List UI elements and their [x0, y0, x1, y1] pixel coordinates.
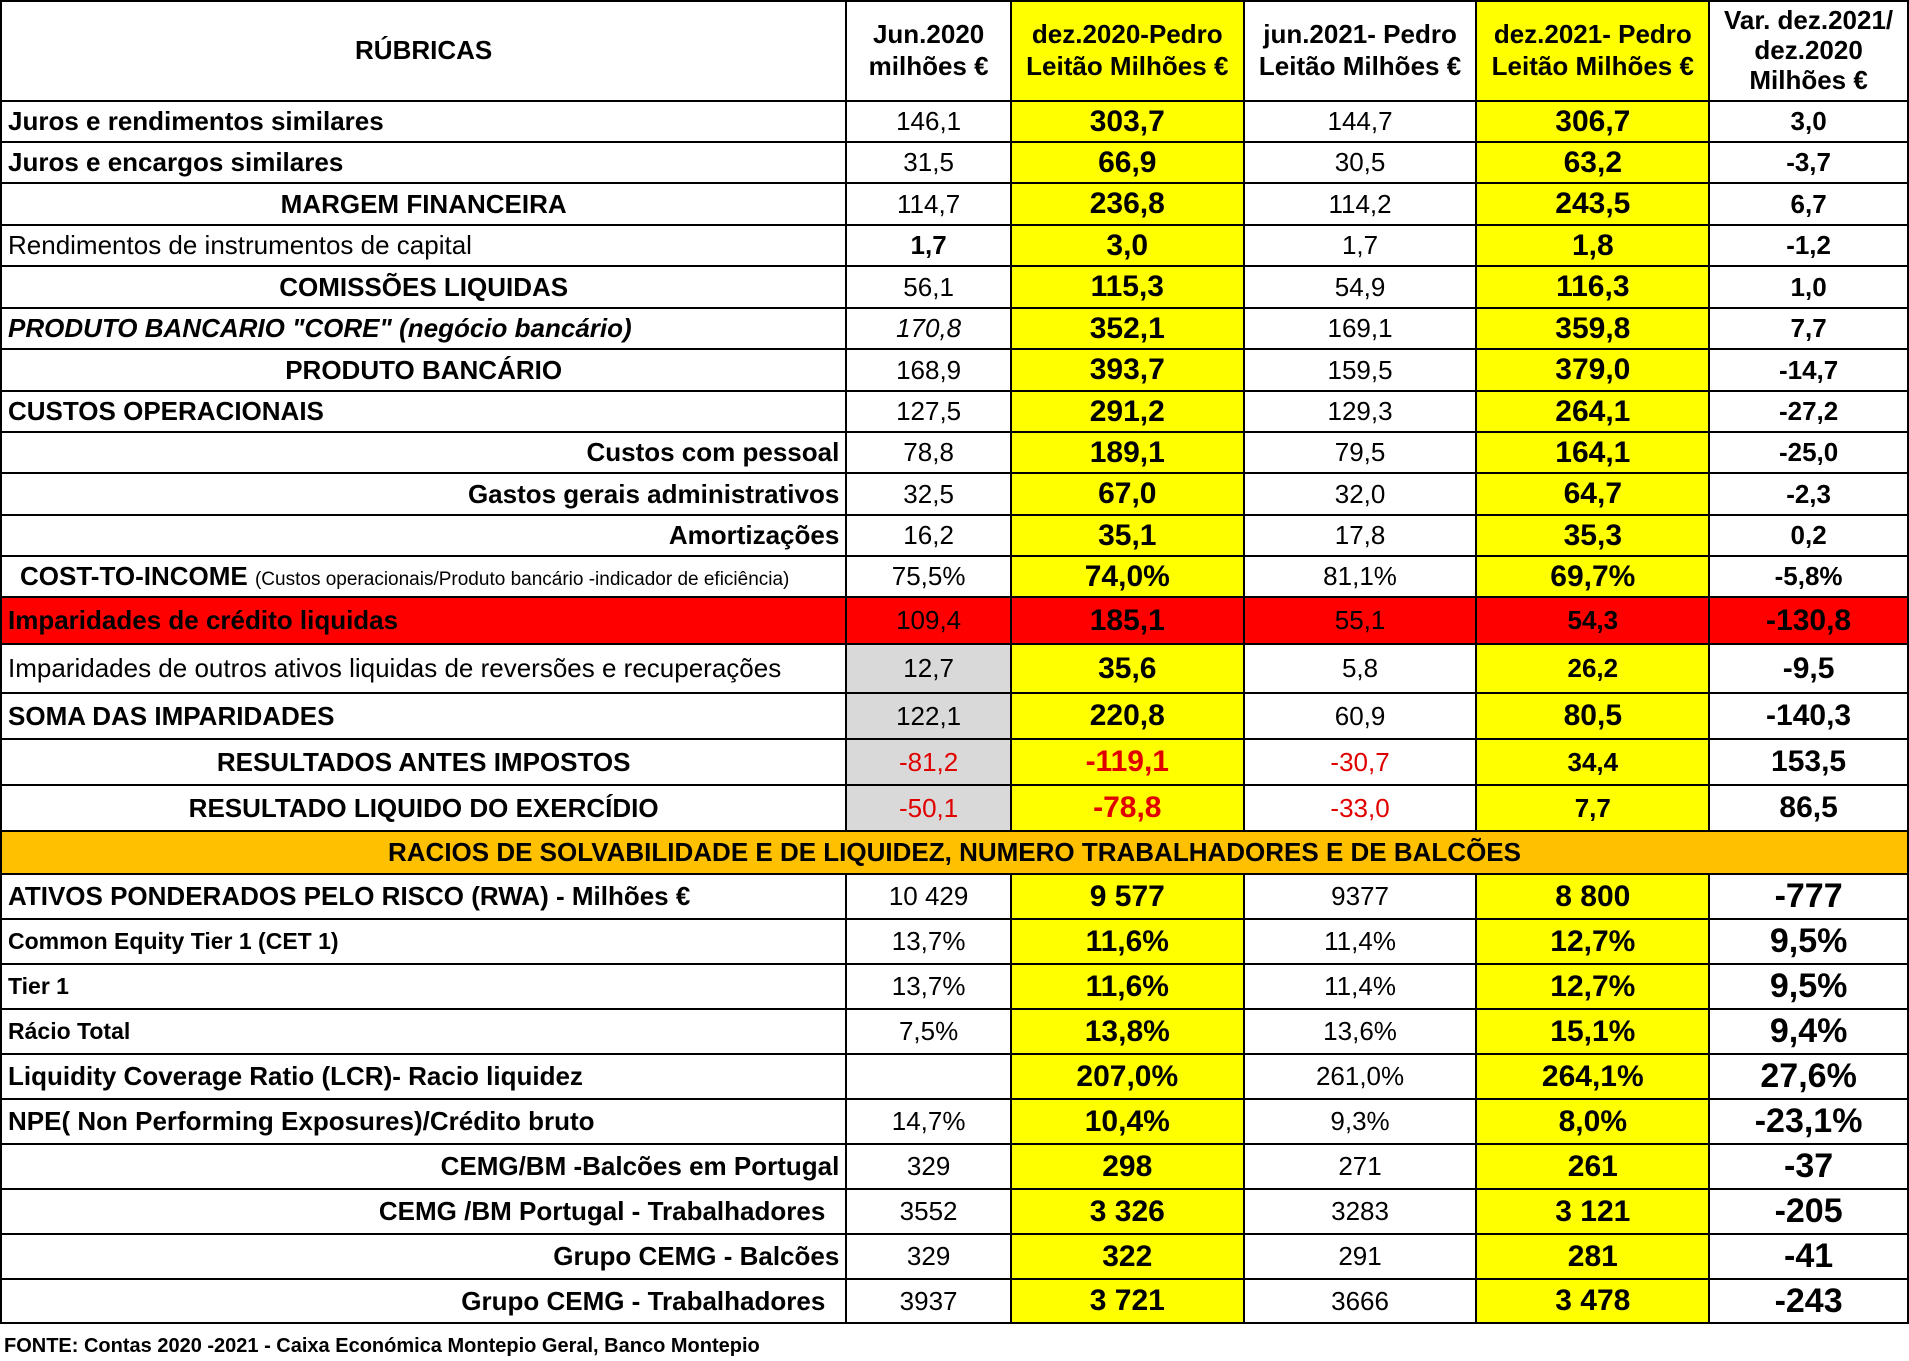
cell-jun2020: 14,7%: [846, 1099, 1011, 1144]
cell-dez2020: 9 577: [1011, 874, 1244, 919]
cell-dez2020: 3 721: [1011, 1279, 1244, 1323]
row-label: CEMG /BM Portugal - Trabalhadores: [1, 1189, 846, 1234]
cell-dez2020: 13,8%: [1011, 1009, 1244, 1054]
col-header-var: Var. dez.2021/ dez.2020 Milhões €: [1709, 1, 1908, 101]
section-title: RACIOS DE SOLVABILIDADE E DE LIQUIDEZ, NUMERO TRABALHADORES E DE BALCÕES: [1, 831, 1908, 874]
cell-dez2021: 12,7%: [1476, 919, 1709, 964]
table-row: [1, 1189, 1908, 1234]
cell-var: -777: [1709, 874, 1908, 919]
cell-dez2021: 12,7%: [1476, 964, 1709, 1009]
cell-dez2021: 116,3: [1476, 266, 1709, 308]
row-label: Grupo CEMG - Balcões: [1, 1234, 846, 1279]
cell-jun2021: 11,4%: [1244, 964, 1477, 1009]
cell-dez2020: 10,4%: [1011, 1099, 1244, 1144]
cell-jun2020: 127,5: [846, 391, 1011, 432]
cell-jun2020: 7,5%: [846, 1009, 1011, 1054]
row-label: Amortizações: [1, 515, 846, 556]
cell-jun2020: 146,1: [846, 101, 1011, 142]
table-row-highlight: [1, 597, 1908, 644]
cell-var: 153,5: [1709, 739, 1908, 785]
cell-dez2020: -78,8: [1011, 785, 1244, 831]
cell-dez2020: 11,6%: [1011, 919, 1244, 964]
cell-var: 1,0: [1709, 266, 1908, 308]
cell-var: -3,7: [1709, 142, 1908, 183]
cell-dez2021: 306,7: [1476, 101, 1709, 142]
cell-jun2020: -81,2: [846, 739, 1011, 785]
row-label: Liquidity Coverage Ratio (LCR)- Racio liquidez: [1, 1054, 846, 1099]
cell-var: -14,7: [1709, 349, 1908, 391]
cell-jun2021: 30,5: [1244, 142, 1477, 183]
cell-jun2020: 122,1: [846, 693, 1011, 739]
cell-jun2021: 3666: [1244, 1279, 1477, 1323]
cell-dez2021: 54,3: [1476, 597, 1709, 644]
cell-dez2020: 393,7: [1011, 349, 1244, 391]
cell-jun2021: 261,0%: [1244, 1054, 1477, 1099]
cost-to-income-label: COST-TO-INCOME: [20, 561, 248, 591]
cell-jun2021: 169,1: [1244, 308, 1477, 349]
cell-dez2020: 185,1: [1011, 597, 1244, 644]
cell-dez2021: 261: [1476, 1144, 1709, 1189]
row-label: MARGEM FINANCEIRA: [1, 183, 846, 225]
cell-var: 7,7: [1709, 308, 1908, 349]
cell-var: 9,5%: [1709, 964, 1908, 1009]
cell-dez2020: 298: [1011, 1144, 1244, 1189]
cell-jun2021: 11,4%: [1244, 919, 1477, 964]
cell-jun2020: 168,9: [846, 349, 1011, 391]
cell-jun2020: 329: [846, 1234, 1011, 1279]
table-row: [1, 432, 1908, 473]
cell-dez2021: 164,1: [1476, 432, 1709, 473]
cell-dez2021: 264,1%: [1476, 1054, 1709, 1099]
cell-var: -23,1%: [1709, 1099, 1908, 1144]
cell-dez2020: 115,3: [1011, 266, 1244, 308]
cell-jun2020: 75,5%: [846, 556, 1011, 597]
cell-dez2021: 80,5: [1476, 693, 1709, 739]
cell-dez2020: 67,0: [1011, 473, 1244, 515]
cell-dez2020: 303,7: [1011, 101, 1244, 142]
row-label: ATIVOS PONDERADOS PELO RISCO (RWA) - Milhões €: [1, 874, 846, 919]
cell-var: -9,5: [1709, 644, 1908, 693]
row-label: Grupo CEMG - Trabalhadores: [1, 1279, 846, 1323]
cell-dez2020: 207,0%: [1011, 1054, 1244, 1099]
cell-jun2020: 78,8: [846, 432, 1011, 473]
row-label: Gastos gerais administrativos: [1, 473, 846, 515]
cell-dez2021: 3 478: [1476, 1279, 1709, 1323]
cell-jun2021: 5,8: [1244, 644, 1477, 693]
cell-dez2021: 8 800: [1476, 874, 1709, 919]
cell-var: -1,2: [1709, 225, 1908, 266]
cell-dez2021: 379,0: [1476, 349, 1709, 391]
cell-var: -41: [1709, 1234, 1908, 1279]
cell-dez2021: 15,1%: [1476, 1009, 1709, 1054]
cell-dez2021: 243,5: [1476, 183, 1709, 225]
table-row: [1, 693, 1908, 739]
cell-var: 9,4%: [1709, 1009, 1908, 1054]
table-row: [1, 739, 1908, 785]
cost-to-income-note: (Custos operacionais/Produto bancário -indicador de eficiência): [254, 569, 790, 590]
table-row: [1, 556, 1908, 597]
cell-jun2021: 3283: [1244, 1189, 1477, 1234]
row-label: NPE( Non Performing Exposures)/Crédito bruto: [1, 1099, 846, 1144]
cell-jun2021: 54,9: [1244, 266, 1477, 308]
table-row: [1, 225, 1908, 266]
header-row: [1, 1, 1908, 101]
cell-jun2021: 9,3%: [1244, 1099, 1477, 1144]
row-label: Rendimentos de instrumentos de capital: [1, 225, 846, 266]
cell-dez2021: 64,7: [1476, 473, 1709, 515]
cell-dez2020: -119,1: [1011, 739, 1244, 785]
cell-jun2020: 31,5: [846, 142, 1011, 183]
table-row: [1, 473, 1908, 515]
cell-dez2021: 281: [1476, 1234, 1709, 1279]
table-row: [1, 1279, 1908, 1323]
cell-var: -2,3: [1709, 473, 1908, 515]
cell-dez2020: 322: [1011, 1234, 1244, 1279]
cell-jun2020: 56,1: [846, 266, 1011, 308]
cell-jun2020: 16,2: [846, 515, 1011, 556]
cell-jun2020: 12,7: [846, 644, 1011, 693]
cell-dez2021: 3 121: [1476, 1189, 1709, 1234]
cell-jun2021: 129,3: [1244, 391, 1477, 432]
cell-dez2020: 3,0: [1011, 225, 1244, 266]
cell-jun2021: 114,2: [1244, 183, 1477, 225]
cell-jun2020: 114,7: [846, 183, 1011, 225]
cell-jun2021: -30,7: [1244, 739, 1477, 785]
cell-jun2020: 109,4: [846, 597, 1011, 644]
cell-dez2020: 35,6: [1011, 644, 1244, 693]
cell-var: 3,0: [1709, 101, 1908, 142]
row-label: RESULTADO LIQUIDO DO EXERCÍDIO: [1, 785, 846, 831]
cell-jun2020: 3937: [846, 1279, 1011, 1323]
cell-jun2020: 10 429: [846, 874, 1011, 919]
cell-dez2020: 236,8: [1011, 183, 1244, 225]
cell-var: -130,8: [1709, 597, 1908, 644]
row-label: [1, 556, 846, 597]
cell-jun2021: 17,8: [1244, 515, 1477, 556]
col-header-jun2020: Jun.2020 milhões €: [846, 1, 1011, 101]
table-row: [1, 644, 1908, 693]
row-label: CEMG/BM -Balcões em Portugal: [1, 1144, 846, 1189]
cell-dez2020: 3 326: [1011, 1189, 1244, 1234]
table-row: [1, 515, 1908, 556]
cell-jun2020: -50,1: [846, 785, 1011, 831]
table-row: [1, 142, 1908, 183]
col-header-dez2021: dez.2021- Pedro Leitão Milhões €: [1476, 1, 1709, 101]
row-label: CUSTOS OPERACIONAIS: [1, 391, 846, 432]
table-row: [1, 1099, 1908, 1144]
cell-dez2021: 69,7%: [1476, 556, 1709, 597]
source-footnote: FONTE: Contas 2020 -2021 - Caixa Económica Montepio Geral, Banco Montepio: [4, 1335, 760, 1357]
cell-jun2020: 13,7%: [846, 964, 1011, 1009]
cell-dez2020: 74,0%: [1011, 556, 1244, 597]
cell-dez2021: 359,8: [1476, 308, 1709, 349]
table-row: [1, 101, 1908, 142]
cell-jun2021: 79,5: [1244, 432, 1477, 473]
cell-dez2020: 11,6%: [1011, 964, 1244, 1009]
col-header-rubricas: RÚBRICAS: [1, 1, 846, 101]
row-label: Juros e encargos similares: [1, 142, 846, 183]
table-row: [1, 266, 1908, 308]
cell-dez2020: 291,2: [1011, 391, 1244, 432]
cell-var: -140,3: [1709, 693, 1908, 739]
cell-var: 0,2: [1709, 515, 1908, 556]
row-label: Common Equity Tier 1 (CET 1): [1, 919, 846, 964]
row-label: SOMA DAS IMPARIDADES: [1, 693, 846, 739]
cell-dez2020: 66,9: [1011, 142, 1244, 183]
row-label: COMISSÕES LIQUIDAS: [1, 266, 846, 308]
col-header-dez2020: dez.2020-Pedro Leitão Milhões €: [1011, 1, 1244, 101]
table-row: [1, 1144, 1908, 1189]
cell-jun2021: 271: [1244, 1144, 1477, 1189]
row-label: RESULTADOS ANTES IMPOSTOS: [1, 739, 846, 785]
cell-jun2020: 13,7%: [846, 919, 1011, 964]
cell-jun2021: -33,0: [1244, 785, 1477, 831]
table-row: [1, 874, 1908, 919]
cell-dez2021: 8,0%: [1476, 1099, 1709, 1144]
row-label: Custos com pessoal: [1, 432, 846, 473]
row-label: Juros e rendimentos similares: [1, 101, 846, 142]
cell-jun2020: [846, 1054, 1011, 1099]
col-header-jun2021: jun.2021- Pedro Leitão Milhões €: [1244, 1, 1477, 101]
table-row: [1, 308, 1908, 349]
table-row: [1, 1009, 1908, 1054]
table-row: [1, 349, 1908, 391]
cell-dez2021: 1,8: [1476, 225, 1709, 266]
row-label: PRODUTO BANCARIO "CORE" (negócio bancário): [1, 308, 846, 349]
cell-dez2020: 220,8: [1011, 693, 1244, 739]
cell-jun2021: 9377: [1244, 874, 1477, 919]
row-label: Rácio Total: [1, 1009, 846, 1054]
table-row: [1, 785, 1908, 831]
cell-var: 86,5: [1709, 785, 1908, 831]
cell-var: -5,8%: [1709, 556, 1908, 597]
cell-dez2020: 189,1: [1011, 432, 1244, 473]
cell-jun2020: 3552: [846, 1189, 1011, 1234]
table-row: [1, 1234, 1908, 1279]
table-row: [1, 391, 1908, 432]
row-label: PRODUTO BANCÁRIO: [1, 349, 846, 391]
table-row: [1, 919, 1908, 964]
cell-jun2021: 13,6%: [1244, 1009, 1477, 1054]
cell-var: -37: [1709, 1144, 1908, 1189]
row-label: Imparidades de outros ativos liquidas de reversões e recuperações: [1, 644, 846, 693]
cell-var: -27,2: [1709, 391, 1908, 432]
cell-jun2021: 144,7: [1244, 101, 1477, 142]
cell-var: 27,6%: [1709, 1054, 1908, 1099]
cell-jun2020: 170,8: [846, 308, 1011, 349]
cell-jun2021: 32,0: [1244, 473, 1477, 515]
cell-dez2021: 264,1: [1476, 391, 1709, 432]
cell-var: -205: [1709, 1189, 1908, 1234]
cell-jun2020: 329: [846, 1144, 1011, 1189]
cell-jun2021: 1,7: [1244, 225, 1477, 266]
section-header-row: [1, 831, 1908, 874]
cell-jun2021: 291: [1244, 1234, 1477, 1279]
table-row: [1, 183, 1908, 225]
cell-jun2021: 60,9: [1244, 693, 1477, 739]
cell-jun2021: 55,1: [1244, 597, 1477, 644]
cell-var: -25,0: [1709, 432, 1908, 473]
cell-var: -243: [1709, 1279, 1908, 1323]
cell-dez2020: 352,1: [1011, 308, 1244, 349]
cell-dez2021: 34,4: [1476, 739, 1709, 785]
cell-dez2021: 7,7: [1476, 785, 1709, 831]
cell-dez2021: 63,2: [1476, 142, 1709, 183]
cell-dez2021: 26,2: [1476, 644, 1709, 693]
cell-dez2021: 35,3: [1476, 515, 1709, 556]
cell-dez2020: 35,1: [1011, 515, 1244, 556]
row-label: Imparidades de crédito liquidas: [1, 597, 846, 644]
cell-jun2021: 81,1%: [1244, 556, 1477, 597]
cell-var: 6,7: [1709, 183, 1908, 225]
table-row: [1, 964, 1908, 1009]
cell-var: 9,5%: [1709, 919, 1908, 964]
cell-jun2021: 159,5: [1244, 349, 1477, 391]
cell-jun2020: 32,5: [846, 473, 1011, 515]
row-label: Tier 1: [1, 964, 846, 1009]
cell-jun2020: 1,7: [846, 225, 1011, 266]
table-row: [1, 1054, 1908, 1099]
